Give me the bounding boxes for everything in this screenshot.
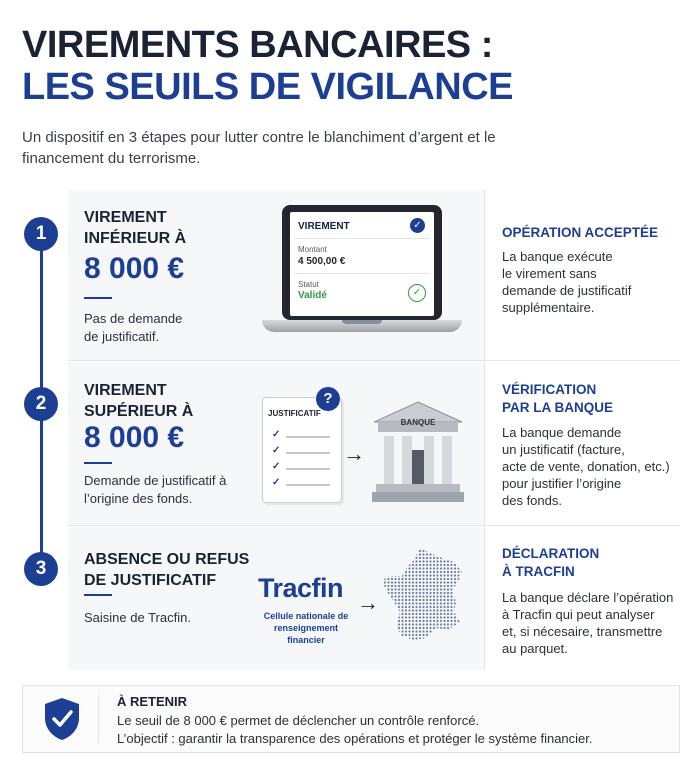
result-line: acte de vente, donation, etc.): [502, 459, 670, 474]
result-heading-line: VÉRIFICATION: [502, 382, 597, 397]
checklist-row: ✓: [272, 480, 332, 490]
result-heading-line: À TRACFIN: [502, 564, 575, 579]
step-number-3: 3: [24, 552, 58, 586]
screen-divider: [294, 273, 430, 274]
bank-icon: [370, 400, 466, 504]
result-line: le virement sans: [502, 266, 597, 281]
step-3-rule: [84, 594, 112, 596]
arrow-right-icon: →: [357, 590, 379, 615]
divider: [68, 525, 680, 526]
check-circle-icon: ✓: [408, 284, 426, 302]
result-line: pour justifier l’origine: [502, 476, 622, 491]
result-line: un justificatif (facture,: [502, 442, 625, 457]
result-heading-line: PAR LA BANQUE: [502, 400, 613, 415]
tracfin-subtitle: Cellule nationale de renseignement financier: [263, 611, 349, 645]
screen-divider: [294, 238, 430, 239]
step-3-result-text: [502, 589, 682, 657]
step-2-result-text: [502, 424, 682, 509]
step-2-amount: 8 000 €: [84, 421, 185, 454]
step-3-heading-line: ABSENCE OU REFUS: [84, 551, 250, 568]
step-2-result-heading: [502, 381, 613, 417]
checklist-row: ✓: [272, 432, 332, 442]
result-line: La banque demande: [502, 425, 622, 440]
step-1-rule: [84, 297, 112, 299]
step-1-heading-line: INFÉRIEUR À: [84, 230, 187, 247]
page-title: [22, 24, 513, 108]
result-line: La banque déclare l’opération: [502, 590, 674, 605]
checklist-row: ✓: [272, 448, 332, 458]
step-3-heading-line: DE JUSTIFICATIF: [84, 572, 217, 589]
step-1-result-heading: OPÉRATION ACCEPTÉE: [502, 225, 659, 240]
title-line-1: VIREMENTS BANCAIRES :: [22, 24, 493, 66]
result-line: demande de justificatif: [502, 283, 632, 298]
result-line: à Tracfin qui peut analyser: [502, 607, 655, 622]
step-2-heading-line: SUPÉRIEUR À: [84, 403, 194, 420]
step-2-heading: [84, 380, 193, 422]
france-map-icon: [380, 546, 466, 644]
step-1-heading-line: VIREMENT: [84, 209, 167, 226]
result-line: des fonds.: [502, 493, 562, 508]
result-heading-line: DÉCLARATION: [502, 546, 600, 561]
result-line: La banque exécute: [502, 249, 613, 264]
step-1-description: Pas de demande de justificatif.: [84, 311, 183, 344]
retain-line-1: Le seuil de 8 000 € permet de déclencher un contrôle renforcé.: [117, 713, 480, 728]
amount-label: Montant: [298, 245, 327, 254]
result-line: et, si nécesaire, transmettre: [502, 624, 663, 639]
step-1-result-text: [502, 248, 672, 316]
step-1-amount: 8 000 €: [84, 252, 185, 285]
step-3-heading: [84, 549, 249, 591]
status-label: Statut: [298, 280, 319, 289]
laptop-notch: [342, 320, 382, 324]
retain-title: À RETENIR: [117, 694, 188, 709]
step-1-heading: [84, 207, 186, 249]
retain-line-2: L’objectif : garantir la transparence des opérations et protéger le système financier.: [117, 731, 593, 746]
subtitle: Un dispositif en 3 étapes pour lutter contre le blanchiment d’argent et le financement du terrorisme.: [22, 129, 496, 167]
title-line-2: LES SEUILS DE VIGILANCE: [22, 66, 514, 108]
arrow-right-icon: →: [343, 441, 365, 466]
retain-divider: [98, 694, 99, 742]
result-line: au parquet.: [502, 641, 568, 656]
step-2-description: Demande de justificatif à l’origine des fonds.: [84, 473, 227, 506]
step-3-result-heading: [502, 545, 599, 581]
checklist-row: ✓: [272, 464, 332, 474]
step-2-rule: [84, 462, 112, 464]
check-circle-icon: ✓: [410, 218, 425, 233]
document-title: JUSTIFICATIF: [268, 409, 321, 418]
result-line: supplémentaire.: [502, 300, 595, 315]
step-number-1: 1: [24, 217, 58, 251]
divider: [68, 360, 680, 361]
tracfin-logo: Tracfin: [258, 573, 344, 603]
bank-label: BANQUE: [400, 418, 436, 427]
amount-value: 4 500,00 €: [298, 256, 346, 267]
status-value: Validé: [298, 290, 327, 301]
screen-title: VIREMENT: [298, 221, 350, 232]
question-icon: ?: [316, 387, 340, 411]
step-2-heading-line: VIREMENT: [84, 382, 167, 399]
step-number-2: 2: [24, 387, 58, 421]
step-3-description: Saisine de Tracfin.: [84, 610, 191, 625]
shield-check-icon: [42, 696, 82, 742]
